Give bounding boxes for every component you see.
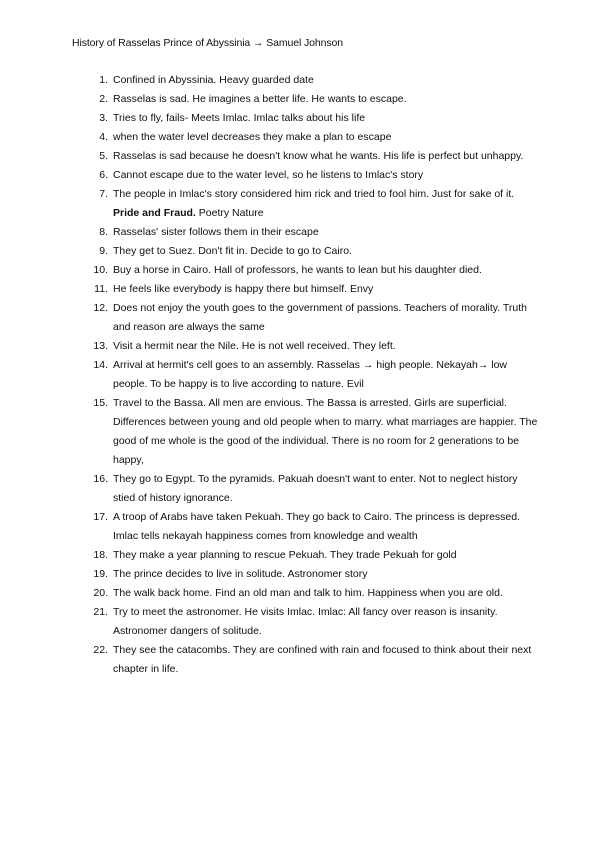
list-item-number: 5. xyxy=(99,150,108,162)
list-item xyxy=(72,356,542,394)
list-item-number: 2. xyxy=(99,93,108,105)
numbered-list xyxy=(72,71,542,679)
list-item xyxy=(72,299,542,337)
list-item-body: Rasselas is sad because he doesn't know what he wants. His life is perfect but unhappy. xyxy=(113,150,524,162)
list-item xyxy=(72,242,542,261)
list-item-tail: Poetry Nature xyxy=(198,207,264,219)
list-item-text xyxy=(108,299,542,337)
list-item-number: 8. xyxy=(99,226,108,238)
list-item xyxy=(72,185,542,223)
list-item-text xyxy=(108,470,542,508)
list-item-body: They see the catacombs. They are confined with rain and focused to think about their next chapter in life. xyxy=(113,644,532,675)
list-item xyxy=(72,470,542,508)
list-item-text xyxy=(108,337,542,356)
list-item-text xyxy=(108,356,542,394)
list-item-body: Arrival at hermit's cell goes to an assembly. Rasselas → high people. Nekayah→ low people. To be happy is to live according to nature. Evil xyxy=(113,359,507,390)
list-item-text xyxy=(108,71,542,90)
list-item-number: 14. xyxy=(93,359,108,371)
list-item-body: Travel to the Bassa. All men are envious. The Bassa is arrested. Girls are superficial. Differences between young and old people when to marry. what marriages are happier. The good of me whole is the good of the individual. There is no room for 2 generations to be happy, xyxy=(113,397,538,466)
list-item-number: 17. xyxy=(93,511,108,523)
list-item-number: 6. xyxy=(99,169,108,181)
list-item-text xyxy=(108,394,542,470)
list-item-number: 9. xyxy=(99,245,108,257)
list-item xyxy=(72,166,542,185)
list-item-body: A troop of Arabs have taken Pekuah. They go back to Cairo. The princess is depressed. Imlac tells nekayah happiness comes from knowledge and wealth xyxy=(113,511,521,542)
list-item xyxy=(72,546,542,565)
list-item xyxy=(72,128,542,147)
list-item-body: They get to Suez. Don't fit in. Decide to go to Cairo. xyxy=(113,245,352,257)
list-item-text xyxy=(108,508,542,546)
list-item-text xyxy=(108,90,542,109)
list-item-body: They make a year planning to rescue Pekuah. They trade Pekuah for gold xyxy=(113,549,457,561)
list-item-text xyxy=(108,166,542,185)
list-item-body: The prince decides to live in solitude. Astronomer story xyxy=(113,568,368,580)
list-item-number: 3. xyxy=(99,112,108,124)
list-item-number: 1. xyxy=(99,74,108,86)
list-item-number: 16. xyxy=(93,473,108,485)
list-item-text xyxy=(108,223,542,242)
list-item-text xyxy=(108,109,542,128)
list-item-number: 18. xyxy=(93,549,108,561)
list-item xyxy=(72,584,542,603)
list-item-number: 13. xyxy=(93,340,108,352)
list-item-text xyxy=(108,128,542,147)
list-item-text xyxy=(108,280,542,299)
list-item-body: Confined in Abyssinia. Heavy guarded date xyxy=(113,74,314,86)
list-item xyxy=(72,394,542,470)
list-item-body: They go to Egypt. To the pyramids. Pakuah doesn't want to enter. Not to neglect history stied of history ignorance. xyxy=(113,473,518,504)
list-item-text xyxy=(108,584,542,603)
list-item xyxy=(72,71,542,90)
list-item-body: The walk back home. Find an old man and talk to him. Happiness when you are old. xyxy=(113,587,503,599)
list-item-text xyxy=(108,242,542,261)
list-item-emphasis: Pride and Fraud. xyxy=(113,207,196,219)
list-item-text xyxy=(108,546,542,565)
list-item-text xyxy=(108,147,542,166)
list-item xyxy=(72,261,542,280)
list-item-body: Rasselas is sad. He imagines a better life. He wants to escape. xyxy=(113,93,407,105)
list-item-number: 22. xyxy=(93,644,108,656)
list-item-text xyxy=(108,603,542,641)
list-item-text xyxy=(108,261,542,280)
list-item-text xyxy=(108,641,542,679)
list-item xyxy=(72,147,542,166)
list-item-body: Buy a horse in Cairo. Hall of professors, he wants to lean but his daughter died. xyxy=(113,264,482,276)
list-item-body: Does not enjoy the youth goes to the government of passions. Teachers of morality. Truth and reason are always the same xyxy=(113,302,528,333)
list-item-body: when the water level decreases they make a plan to escape xyxy=(113,131,392,143)
list-item-text xyxy=(108,565,542,584)
list-item xyxy=(72,508,542,546)
list-item-number: 21. xyxy=(93,606,108,618)
list-item-number: 4. xyxy=(99,131,108,143)
list-item xyxy=(72,565,542,584)
list-item xyxy=(72,90,542,109)
list-item-body: Rasselas' sister follows them in their escape xyxy=(113,226,319,238)
list-item xyxy=(72,337,542,356)
list-item-body: He feels like everybody is happy there but himself. Envy xyxy=(113,283,374,295)
list-item-body: Cannot escape due to the water level, so he listens to Imlac's story xyxy=(113,169,424,181)
list-item-body: Try to meet the astronomer. He visits Imlac. Imlac: All fancy over reason is insanity. Astronomer dangers of solitude. xyxy=(113,606,498,637)
list-item xyxy=(72,280,542,299)
list-item-body: Visit a hermit near the Nile. He is not well received. They left. xyxy=(113,340,396,352)
list-item-number: 19. xyxy=(93,568,108,580)
list-item-number: 12. xyxy=(93,302,108,314)
list-item-text xyxy=(108,185,542,223)
list-item xyxy=(72,641,542,679)
list-item-body: The people in Imlac's story considered him rick and tried to fool him. Just for sake of it. xyxy=(113,188,515,200)
list-item-number: 15. xyxy=(93,397,108,409)
list-item xyxy=(72,109,542,128)
list-item-body: Tries to fly, fails- Meets Imlac. Imlac talks about his life xyxy=(113,112,366,124)
list-item xyxy=(72,603,542,641)
list-item xyxy=(72,223,542,242)
list-item-number: 11. xyxy=(94,283,108,295)
list-item-number: 20. xyxy=(93,587,108,599)
list-item-number: 10. xyxy=(93,264,108,276)
list-item-number: 7. xyxy=(99,188,108,200)
document-title: History of Rasselas Prince of Abyssinia → Samuel Johnson xyxy=(72,37,344,49)
